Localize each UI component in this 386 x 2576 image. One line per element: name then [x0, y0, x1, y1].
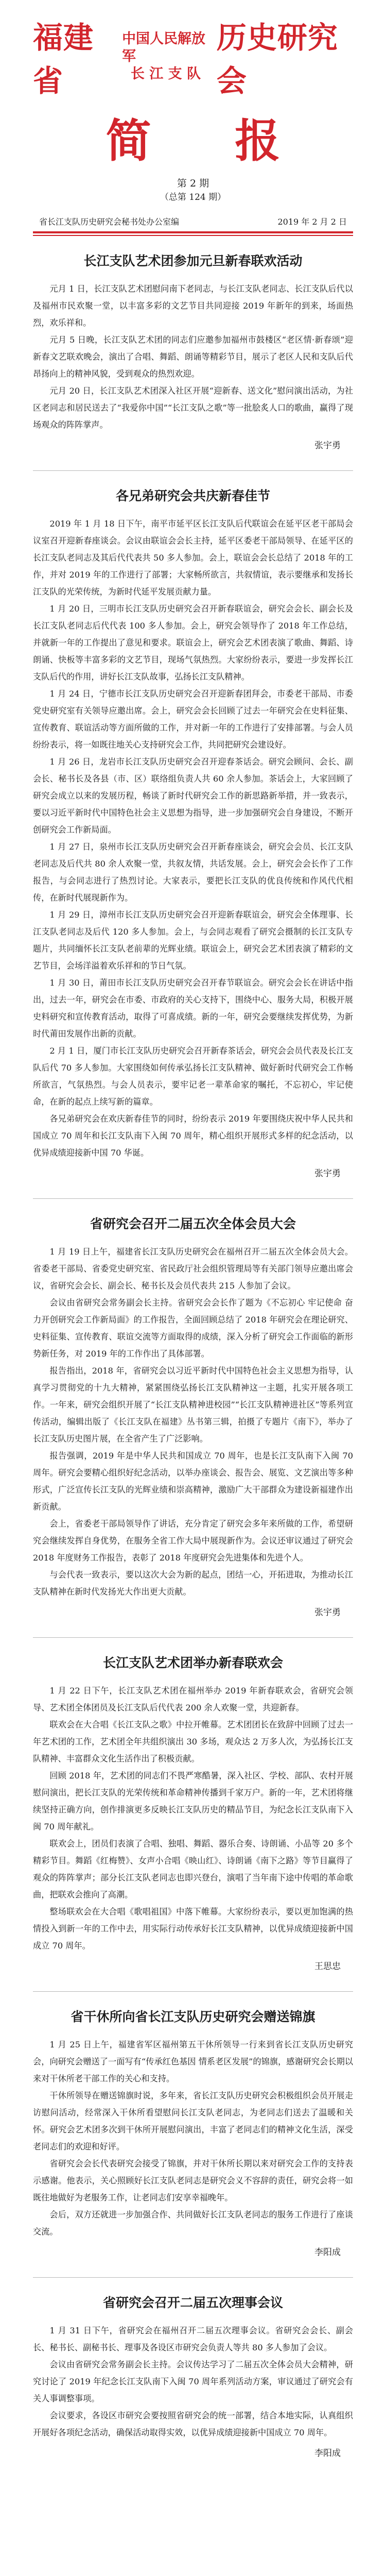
header-red-rule	[33, 231, 353, 233]
publication-bar	[33, 215, 353, 231]
article-paragraph: 1 月 27 日，泉州市长江支队历史研究会召开新春座谈会，研究会会员、长江支队老同志及后代共 80 余人欢聚一堂，共叙友情，共话发展。会上，研究会会长作了工作报告，与会同志进行了热烈讨论。大家表示，要把长江支队的优良传统和作风代代相传，在新时代展现新作为。	[33, 842, 353, 903]
article-paragraph: 会议由省研究会常务副会长主持。省研究会会长作了题为《不忘初心 牢记使命 奋力开创研究会工作新局面》的工作报告，全面回顾总结了 2018 年研究会在理论研究、史料征集、宣传教育、联谊交流等方面取得的成绩，深入分析了研究会工作面临的新形势新任务，对 2019 年的工作作出了具体部署。	[33, 1298, 353, 1359]
article-section	[33, 2007, 353, 2262]
article-paragraph: 元月 20 日，长江支队艺术团深入社区开展“迎新春、送文化”慰问演出活动，为社区老同志和居民送去了“我爱你中国”“长江支队之歌”等一批脍炙人口的歌曲，赢得了现场观众的阵阵掌声。	[33, 386, 353, 430]
article-paragraph: 会议由省研究会常务副会长主持。会议传达学习了二届五次全体会员大会精神，研究讨论了 2019 年纪念长江支队南下入闽 70 周年系列活动方案，审议通过了研究会有关人事调整事项。	[33, 2360, 353, 2403]
article-paragraph: 各兄弟研究会在欢庆新春佳节的同时，纷纷表示 2019 年要围绕庆祝中华人民共和国成立 70 周年和长江支队南下入闽 70 周年，精心组织开展形式多样的纪念活动，以优异成绩迎接新中国 70 华诞。	[33, 1114, 353, 1158]
article-paragraph: 1 月 31 日下午，省研究会在福州召开二届五次理事会议。省研究会会长、副会长、秘书长、副秘书长、理事及各设区市研究会负责人等共 80 多人参加了会议。	[33, 2326, 353, 2352]
article-paragraph: 整场联欢会在大合唱《歌唱祖国》中落下帷幕。大家纷纷表示，要以更加饱满的热情投入到新一年的工作中去，用实际行动传承好长江支队精神，以优异成绩迎接新中国成立 70 周年。	[33, 1907, 353, 1951]
article-section	[33, 2293, 353, 2463]
header-red-rule-thin	[33, 235, 353, 236]
issue-number: 第 2 期	[177, 178, 209, 189]
publish-date: 2019 年 2 月 2 日	[277, 217, 347, 227]
article-title: 长江支队艺术团举办新春联欢会	[102, 1655, 283, 1670]
issue-total: （总第 124 期）	[160, 192, 226, 202]
articles-container	[33, 251, 353, 2463]
article-paragraph: 与会代表一致表示，要以这次大会为新的起点，团结一心，开拓进取，为推动长江支队精神在新时代发扬光大作出更大贡献。	[33, 1570, 353, 1597]
article-title: 省研究会召开二届五次全体会员大会	[90, 1216, 296, 1231]
article-title: 省研究会召开二届五次理事会议	[102, 2295, 283, 2310]
article-paragraph: 元月 1 日，长江支队艺术团慰问南下老同志，与长江支队老同志、长江支队后代以及福州市民欢聚一堂，以丰富多彩的文艺节目共同迎接 2019 年新年的到来，场面热烈，欢乐祥和。	[33, 284, 353, 328]
article-divider	[33, 1198, 353, 1199]
article-paragraph: 联欢会上，团员们表演了合唱、独唱、舞蹈、器乐合奏、诗朗诵、小品等 20 多个精彩节目。舞蹈《红梅赞》、女声小合唱《映山红》、诗朗诵《南下之路》等节目赢得了观众的阵阵掌声；部分长江支队老同志也即兴登台，演唱了当年南下途中传唱的革命歌曲，把联欢会推向了高潮。	[33, 1839, 353, 1900]
article-paragraph: 2019 年 1 月 18 日下午，南平市延平区长江支队后代联谊会在延平区老干部局会议室召开迎新春座谈会。会议由联谊会会长主持，延平区委老干部局领导、在延平区的长江支队老同志及其后代代表共 50 多人参加。会上，联谊会会长总结了 2018 年的工作，并对 2019 年的工作进行了部署；大家畅所欲言，共叙情谊，表示要继承和发扬长江支队的光荣传统，为新时代延平发展贡献力量。	[33, 519, 353, 597]
article-author: 李阳成	[314, 2448, 341, 2459]
article-paragraph: 1 月 26 日，龙岩市长江支队历史研究会召开迎春茶话会。研究会顾问、会长、副会长、秘书长及各县（市、区）联络组负责人共 60 余人参加。茶话会上，大家回顾了研究会成立以来的发展历程，畅谈了新时代研究会工作的新思路新举措，并一致表示，要以习近平新时代中国特色社会主义思想为指导，进一步加强研究会自身建设，不断开创研究会工作新局面。	[33, 757, 353, 835]
article-paragraph: 省研究会会长代表研究会接受了锦旗，并对干休所长期以来对研究会工作的支持表示感谢。他表示，关心照顾好长江支队老同志是研究会义不容辞的责任，研究会将一如既往地做好为老服务工作，让老同志们安享幸福晚年。	[33, 2159, 353, 2202]
article-paragraph: 会后，双方还就进一步加强合作、共同做好长江支队老同志的服务工作进行了座谈交流。	[33, 2210, 353, 2236]
article-paragraph: 元月 5 日晚，长江支队艺术团的同志们应邀参加福州市鼓楼区“老区情·新春颂”迎新春文艺联欢晚会，演出了合唱、舞蹈、朗诵等精彩节目，展示了老区人民和支队后代昂扬向上的精神风貌，受到观众的热烈欢迎。	[33, 335, 353, 379]
bulletin-title: 简 报	[106, 114, 314, 167]
article-paragraph: 1 月 29 日，漳州市长江支队历史研究会召开迎新春联谊会，研究会全体理事、长江支队老同志及后代 120 多人参加。会上，与会同志观看了研究会摄制的长江支队专题片，共同缅怀长江支队老前辈的光辉业绩。联谊会上，研究会艺术团表演了精彩的文艺节目，会场洋溢着欢乐祥和的节日气氛。	[33, 910, 353, 971]
publisher: 省长江支队历史研究会秘书处办公室编	[39, 217, 180, 227]
article-section	[33, 486, 353, 1183]
article-paragraph: 报告强调，2019 年是中华人民共和国成立 70 周年，也是长江支队南下入闽 70 周年。研究会要精心组织好纪念活动，以举办座谈会、报告会、展览、文艺演出等多种形式，广泛宣传长江支队的光辉业绩和崇高精神，激励广大干部群众为建设新福建作出新贡献。	[33, 1451, 353, 1512]
masthead-society: 历史研究会	[216, 20, 338, 98]
article-divider	[33, 1637, 353, 1638]
article-title: 省干休所向省长江支队历史研究会赠送锦旗	[71, 2009, 315, 2024]
article-section	[33, 1653, 353, 1976]
article-paragraph: 回顾 2018 年，艺术团的同志们不畏严寒酷暑，深入社区、学校、部队、农村开展慰问演出，把长江支队的光荣传统和革命精神传播到千家万户。新的一年，艺术团将继续坚持正确方向，创作排演更多反映长江支队历史的精品节目，为纪念长江支队南下入闽 70 周年献礼。	[33, 1771, 353, 1832]
article-author: 李阳成	[314, 2247, 341, 2258]
masthead-middle	[122, 30, 209, 83]
article-author: 张宇勇	[314, 440, 341, 451]
article-paragraph: 联欢会在大合唱《长江支队之歌》中拉开帷幕。艺术团团长在致辞中回顾了过去一年艺术团的工作，艺术团全年共组织演出 30 多场，观众达 2 万多人次，为弘扬长江支队精神、丰富群众文化生活作出了积极贡献。	[33, 1720, 353, 1764]
article-divider	[33, 2277, 353, 2278]
article-paragraph: 1 月 19 日上午，福建省长江支队历史研究会在福州召开二届五次全体会员大会。省委老干部局、省委党史研究室、省民政厅社会组织管理局等有关部门领导应邀出席会议，省研究会会长、副会长、秘书长及会员代表共 215 人参加了会议。	[33, 1247, 353, 1291]
article-title: 长江支队艺术团参加元旦新春联欢活动	[83, 253, 303, 268]
masthead-province: 福建省	[33, 20, 94, 98]
article-paragraph: 1 月 30 日，莆田市长江支队历史研究会召开春节联谊会。研究会会长在讲话中指出，过去一年，研究会在市委、市政府的关心支持下，围绕中心、服务大局，积极开展史料研究和宣传教育活动，取得了可喜成绩。新的一年，研究会要继续发挥优势，为新时代莆田发展作出新的贡献。	[33, 978, 353, 1039]
article-paragraph: 1 月 25 日上午，福建省军区福州第五干休所领导一行来到省长江支队历史研究会，向研究会赠送了一面写有“传承红色基因 情系老区发展”的锦旗，感谢研究会长期以来对干休所老干部工作的关心和支持。	[33, 2040, 353, 2083]
article-paragraph: 1 月 24 日，宁德市长江支队历史研究会召开迎新春团拜会，市委老干部局、市委党史研究室有关领导应邀出席。会上，研究会会长回顾了过去一年研究会在史料征集、宣传教育、联谊活动等方面所做的工作，并对新一年的工作进行了安排部署。与会人员纷纷表示，将一如既往地关心支持研究会工作，共同把研究会建设好。	[33, 689, 353, 750]
article-author: 张宇勇	[314, 1607, 341, 1618]
article-title: 各兄弟研究会共庆新春佳节	[115, 488, 270, 503]
article-paragraph: 会议要求，各设区市研究会要按照省研究会的统一部署，结合本地实际，认真组织开展好各项纪念活动，确保活动取得实效，以优异成绩迎接新中国成立 70 周年。	[33, 2411, 353, 2437]
article-author: 王思忠	[314, 1961, 341, 1972]
article-author: 张宇勇	[314, 1168, 341, 1179]
masthead-pla: 中国人民解放军	[122, 31, 206, 64]
masthead-detachment: 长 江 支 队	[130, 66, 201, 82]
article-section	[33, 251, 353, 455]
article-paragraph: 会上，省委老干部局领导作了讲话，充分肯定了研究会多年来所做的工作，希望研究会继续发挥自身优势，在服务全省工作大局中展现新作为。会议还审议通过了研究会 2018 年度财务工作报告，表彰了 2018 年度研究会先进集体和先进个人。	[33, 1519, 353, 1563]
article-paragraph: 2 月 1 日，厦门市长江支队历史研究会召开新春茶话会，研究会会员代表及长江支队后代 70 多人参加。大家围绕如何传承弘扬长江支队精神、做好新时代研究会工作畅所欲言，气氛热烈。与会人员表示，要牢记老一辈革命家的嘱托，不忘初心，牢记使命，在新的起点上续写新的篇章。	[33, 1046, 353, 1107]
article-divider	[33, 1991, 353, 1992]
masthead	[33, 0, 353, 100]
article-divider	[33, 470, 353, 471]
article-paragraph: 1 月 20 日，三明市长江支队历史研究会召开新春联谊会，研究会会长、副会长及长江支队老同志后代代表 100 多人参加。会上，研究会领导作了 2018 年工作总结，并就新一年的工作提出了意见和要求。联谊会上，研究会艺术团表演了歌曲、舞蹈、诗朗诵、快板等丰富多彩的文艺节目，现场气氛热烈。大家纷纷表示，要进一步发挥长江支队后代的作用，讲好长江支队故事，弘扬长江支队精神。	[33, 604, 353, 682]
article-section	[33, 1214, 353, 1622]
article-paragraph: 干休所领导在赠送锦旗时说，多年来，省长江支队历史研究会积极组织会员开展走访慰问活动，经常深入干休所看望慰问长江支队老同志，为老同志们送去了温暖和关怀。研究会艺术团多次到干休所开展慰问演出，丰富了老同志们的精神文化生活，深受老同志们的欢迎和好评。	[33, 2091, 353, 2151]
article-paragraph: 1 月 22 日下午，长江支队艺术团在福州举办 2019 年新春联欢会，省研究会领导、艺术团全体团员及长江支队后代代表 200 余人欢聚一堂，共迎新春。	[33, 1686, 353, 1713]
article-paragraph: 报告指出，2018 年，省研究会以习近平新时代中国特色社会主义思想为指导，认真学习贯彻党的十九大精神，紧紧围绕弘扬长江支队精神这一主题，扎实开展各项工作。一年来，研究会组织开展了“长江支队精神进校园”“长江支队精神进社区”等系列宣传活动，编辑出版了《长江支队在福建》丛书第三辑，拍摄了专题片《南下》，举办了长江支队历史图片展，在全省产生了广泛影响。	[33, 1366, 353, 1444]
